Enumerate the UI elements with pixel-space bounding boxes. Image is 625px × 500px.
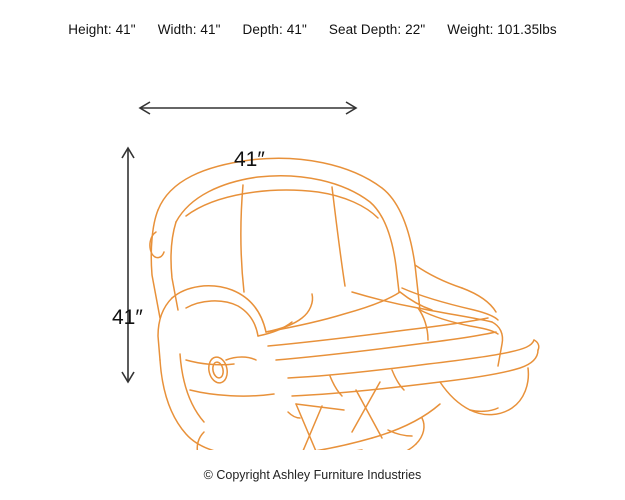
recliner-diagram xyxy=(0,60,625,450)
height-dimension-arrow xyxy=(122,148,134,382)
width-dimension-arrow xyxy=(140,102,356,114)
height-dimension-label: 41″ xyxy=(112,306,143,329)
spec-depth: Depth: 41" xyxy=(242,22,307,37)
copyright-notice: © Copyright Ashley Furniture Industries xyxy=(203,468,422,482)
spec-seat-depth: Seat Depth: 22" xyxy=(328,22,426,37)
spec-width: Width: 41" xyxy=(157,22,221,37)
spec-weight: Weight: 101.35lbs xyxy=(447,22,557,37)
specs-bar xyxy=(0,22,625,37)
recliner-illustration xyxy=(150,158,539,450)
spec-height: Height: 41" xyxy=(68,22,136,37)
width-dimension-label: 41″ xyxy=(234,148,265,171)
